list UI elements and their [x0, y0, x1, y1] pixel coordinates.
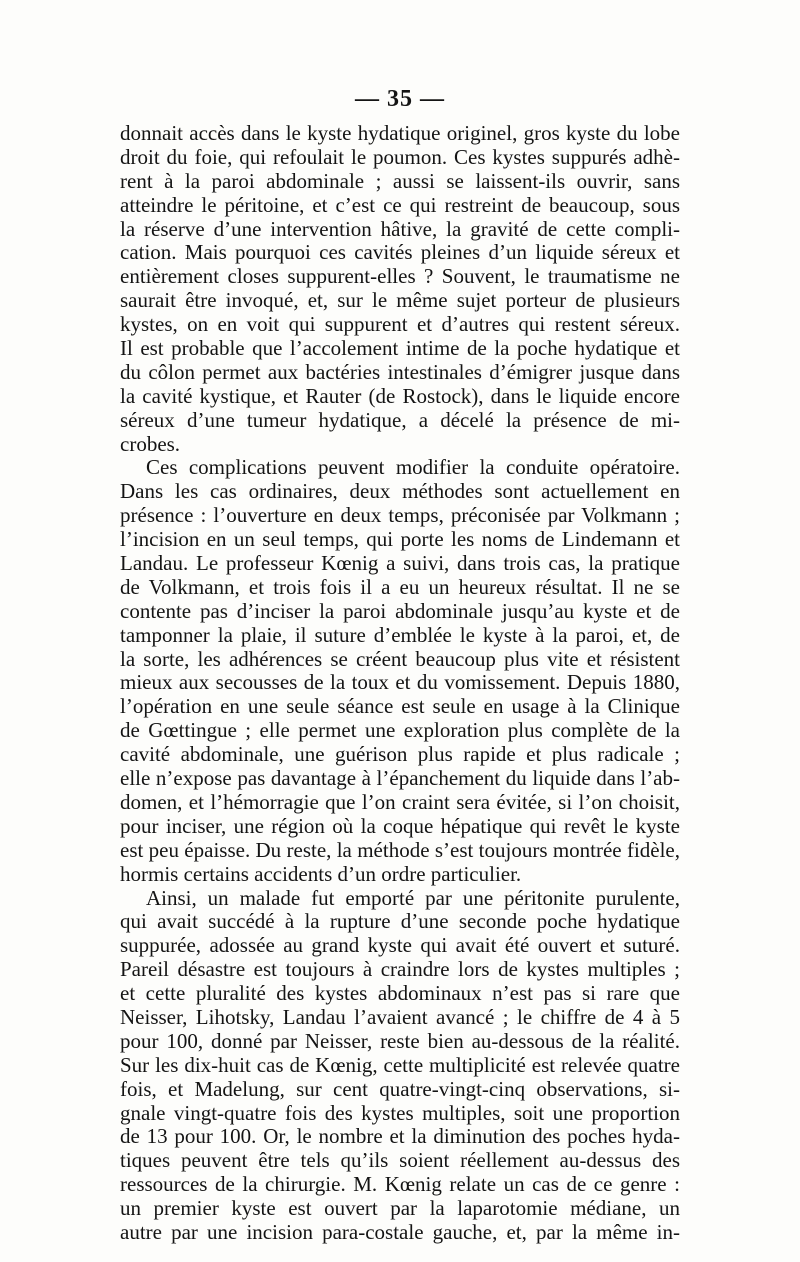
text-line: crobes. [120, 431, 181, 456]
text-line: la sorte, les adhérences se créent beaucoup plus vite et résistent [120, 646, 680, 671]
text-line: saurait être invoqué, et, sur le même sujet porteur de plusieurs [120, 288, 680, 313]
text-line: suppurée, adossée au grand kyste qui avait été ouvert et suturé. [120, 933, 680, 958]
text-line: contente pas d’inciser la paroi abdominale jusqu’au kyste et de [120, 598, 680, 623]
text-line: fois, et Madelung, sur cent quatre-vingt-cinq observations, si- [120, 1076, 680, 1101]
page-number: — 35 — [355, 86, 445, 112]
text-line: de 13 pour 100. Or, le nombre et la diminution des poches hyda- [120, 1124, 680, 1149]
text-line: atteindre le péritoine, et c’est ce qui restreint de beaucoup, sous [120, 192, 680, 217]
text-line: l’opération en une seule séance est seule en usage à la Clinique [120, 694, 680, 719]
text-line: et cette pluralité des kystes abdominaux n’est pas si rare que [120, 981, 680, 1006]
text-line: cavité abdominale, une guérison plus rapide et plus radicale ; [120, 742, 680, 767]
text-line: Il est probable que l’accolement intime de la poche hydatique et [120, 336, 680, 361]
text-line: rent à la paroi abdominale ; aussi se laissent-ils ouvrir, sans [120, 168, 680, 193]
text-line: Dans les cas ordinaires, deux méthodes sont actuellement en [120, 479, 680, 504]
text-line: un premier kyste est ouvert par la laparotomie médiane, un [120, 1196, 680, 1221]
text-line: entièrement closes suppurent-elles ? Souvent, le traumatisme ne [120, 264, 680, 289]
text-line: hormis certains accidents d’un ordre particulier. [120, 861, 522, 886]
text-line: tamponner la plaie, il suture d’emblée le kyste à la paroi, et, de [120, 622, 680, 647]
paragraph-start-line: Ainsi, un malade fut emporté par une péritonite purulente, [146, 885, 680, 910]
text-line: pour inciser, une région où la coque hépatique qui revêt le kyste [120, 813, 680, 838]
text-line: Landau. Le professeur Kœnig a suivi, dans trois cas, la pratique [120, 551, 680, 576]
text-line: tiques peuvent être tels qu’ils soient réellement au-dessus des [120, 1148, 680, 1173]
text-line: mieux aux secousses de la toux et du vomissement. Depuis 1880, [120, 670, 680, 695]
text-line: séreux d’une tumeur hydatique, a décelé la présence de mi- [120, 407, 680, 432]
text-line: Sur les dix-huit cas de Kœnig, cette multiplicité est relevée quatre [120, 1052, 680, 1077]
text-line: autre par une incision para-costale gauche, et, par la même in- [120, 1219, 680, 1244]
body-text [120, 122, 680, 1245]
text-line: l’incision en un seul temps, qui porte les noms de Lindemann et [120, 527, 680, 552]
text-line: donnait accès dans le kyste hydatique originel, gros kyste du lobe [120, 121, 680, 145]
text-line: kystes, on en voit qui suppurent et d’autres qui restent séreux. [120, 312, 680, 337]
paragraph-start-line: Ces complications peuvent modifier la conduite opératoire. [146, 455, 680, 480]
text-line: pour 100, donné par Neisser, reste bien au-dessous de la réalité. [120, 1028, 680, 1053]
text-line: de Gœttingue ; elle permet une exploration plus complète de la [120, 718, 680, 743]
text-line: Pareil désastre est toujours à craindre lors de kystes multiples ; [120, 957, 680, 982]
text-line: la réserve d’une intervention hâtive, la gravité de cette compli- [120, 216, 680, 241]
text-line: droit du foie, qui refoulait le poumon. Ces kystes suppurés adhè- [120, 144, 680, 169]
text-line: de Volkmann, et trois fois il a eu un heureux résultat. Il ne se [120, 574, 680, 599]
text-line: est peu épaisse. Du reste, la méthode s’est toujours montrée fidèle, [120, 837, 680, 862]
text-line: cation. Mais pourquoi ces cavités pleines d’un liquide séreux et [120, 240, 680, 265]
text-line: gnale vingt-quatre fois des kystes multiples, soit une proportion [120, 1100, 680, 1125]
text-line: Neisser, Lihotsky, Landau l’avaient avancé ; le chiffre de 4 à 5 [120, 1004, 680, 1029]
text-line: présence : l’ouverture en deux temps, préconisée par Volkmann ; [120, 503, 680, 528]
text-line: qui avait succédé à la rupture d’une seconde poche hydatique [120, 909, 680, 934]
text-line: ressources de la chirurgie. M. Kœnig relate un cas de ce genre : [120, 1172, 680, 1197]
text-line: elle n’expose pas davantage à l’épanchement du liquide dans l’ab- [120, 766, 680, 791]
text-line: du côlon permet aux bactéries intestinales d’émigrer jusque dans [120, 359, 680, 384]
text-line: domen, et l’hémorragie que l’on craint sera évitée, si l’on choisit, [120, 789, 680, 814]
text-line: la cavité kystique, et Rauter (de Rostock), dans le liquide encore [120, 383, 680, 408]
